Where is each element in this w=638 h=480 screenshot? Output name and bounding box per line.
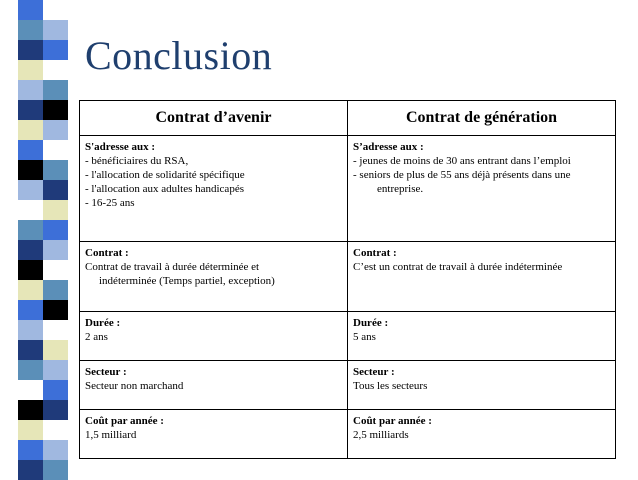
mosaic-tile [43,320,68,340]
cell-label: Coût par année : [85,415,164,427]
mosaic-tile [18,420,43,440]
mosaic-tile [43,0,68,20]
mosaic-tile [43,380,68,400]
mosaic-tile [18,260,43,280]
mosaic-tile [43,180,68,200]
mosaic-tile [18,380,43,400]
table-row [80,361,616,410]
cell-line: 1,5 milliard [85,429,137,441]
mosaic-tile [43,420,68,440]
cell-left [80,242,348,312]
mosaic-tile [43,160,68,180]
cell-label: S'adresse aux : [85,141,156,153]
cell-right [348,242,616,312]
cell-label: Contrat : [353,247,397,259]
mosaic-tile [43,280,68,300]
header-contrat-avenir: Contrat d’avenir [80,101,348,136]
cell-right [348,136,616,242]
table-header-row [80,101,616,136]
mosaic-tile [43,120,68,140]
mosaic-tile [43,80,68,100]
cell-line: 2,5 milliards [353,429,409,441]
mosaic-tile [18,140,43,160]
cell-line: - 16-25 ans [85,197,135,209]
mosaic-tile [18,180,43,200]
cell-label: Coût par année : [353,415,432,427]
cell-label: Secteur : [353,366,395,378]
cell-label: Secteur : [85,366,127,378]
mosaic-tile [43,20,68,40]
cell-line: C’est un contrat de travail à durée indéterminée [353,261,563,273]
mosaic-tile [43,140,68,160]
mosaic-tile [43,60,68,80]
table-row [80,312,616,361]
mosaic-tile [18,320,43,340]
mosaic-tile [18,400,43,420]
mosaic-tile [43,340,68,360]
table-row [80,136,616,242]
cell-label: Durée : [85,317,121,329]
mosaic-tile [43,100,68,120]
cell-right [348,312,616,361]
mosaic-tile [43,220,68,240]
table-row [80,410,616,459]
mosaic-tile [43,360,68,380]
cell-line: - jeunes de moins de 30 ans entrant dans l’emploi [353,155,571,167]
cell-label: Durée : [353,317,389,329]
mosaic-tile [18,160,43,180]
mosaic-tile [18,220,43,240]
cell-line: Secteur non marchand [85,380,184,392]
cell-line: 2 ans [85,331,108,343]
cell-left [80,136,348,242]
mosaic-tile [18,60,43,80]
header-contrat-generation: Contrat de génération [348,101,616,136]
mosaic-tile [18,300,43,320]
cell-line: - l'allocation de solidarité spécifique [85,169,245,181]
cell-left [80,410,348,459]
cell-line: Contrat de travail à durée déterminée et [85,261,260,273]
comparison-table [79,100,616,459]
mosaic-tile [18,440,43,460]
mosaic-tile [18,280,43,300]
cell-line: Tous les secteurs [353,380,428,392]
mosaic-tile [18,80,43,100]
table-row [80,242,616,312]
mosaic-tile [18,460,43,480]
mosaic-tile [43,240,68,260]
slide-title: Conclusion [85,33,273,78]
mosaic-tile [18,100,43,120]
mosaic-tile [18,40,43,60]
cell-right [348,410,616,459]
cell-left [80,361,348,410]
cell-line: - l'allocation aux adultes handicapés [85,183,244,195]
mosaic-tile [18,240,43,260]
mosaic-tile [43,460,68,480]
mosaic-tile [43,260,68,280]
mosaic-tile [18,20,43,40]
cell-label: Contrat : [85,247,129,259]
mosaic-tile [43,300,68,320]
mosaic-tile [18,120,43,140]
cell-line: 5 ans [353,331,376,343]
decorative-mosaic-bar [18,0,68,479]
mosaic-tile [18,340,43,360]
cell-line-indented: entreprise. [377,183,424,195]
cell-right [348,361,616,410]
cell-left [80,312,348,361]
mosaic-tile [18,200,43,220]
cell-label: S’adresse aux : [353,141,424,153]
mosaic-tile [43,400,68,420]
cell-line: - bénéficiaires du RSA, [85,155,189,167]
mosaic-tile [43,440,68,460]
mosaic-tile [43,200,68,220]
mosaic-tile [43,40,68,60]
mosaic-tile [18,0,43,20]
mosaic-tile [18,360,43,380]
cell-line: - seniors de plus de 55 ans déjà présents dans une [353,169,571,181]
cell-line-indented: indéterminée (Temps partiel, exception) [99,275,275,287]
